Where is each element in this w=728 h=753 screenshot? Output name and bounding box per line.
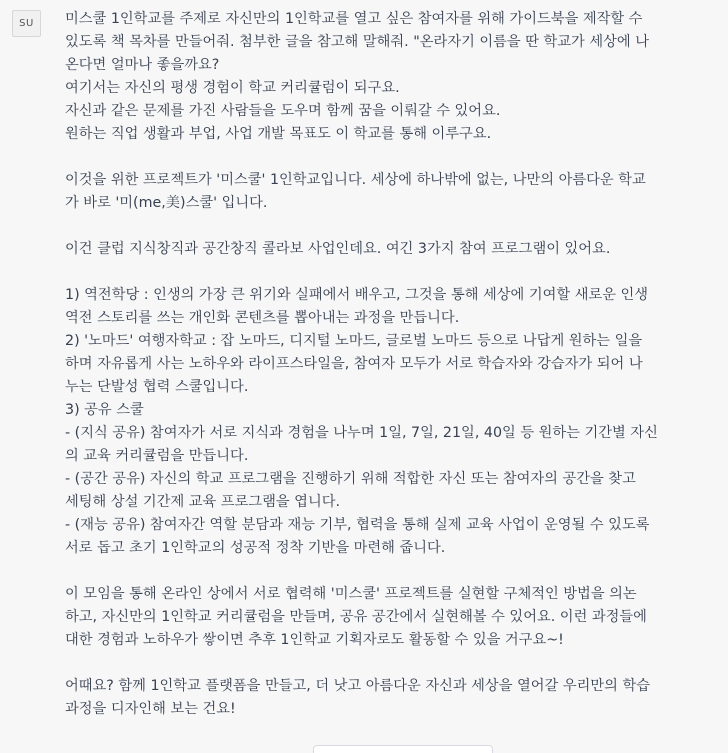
paragraph-gap (65, 652, 725, 675)
message-line: 자신과 같은 문제를 가진 사람들을 도우며 함께 꿈을 이뤄갈 수 있어요. (65, 103, 501, 119)
message-line: 여기서는 자신의 평생 경험이 학교 커리큘럼이 되구요. (65, 80, 400, 96)
message-line: 가 바로 '미(me,美)스쿨' 입니다. (65, 195, 268, 211)
message-line: 이것을 위한 프로젝트가 '미스쿨' 1인학교입니다. 세상에 하나밖에 없는, 나만의 아름다운 학교 (65, 172, 646, 188)
message-line: 대한 경험과 노하우가 쌓이면 추후 1인학교 기획자로도 활동할 수 있을 거구요~! (65, 632, 564, 648)
message-line: 이 모임을 통해 온라인 상에서 서로 협력해 '미스쿨' 프로젝트를 실현할 구체적인 방법을 의논 (65, 586, 637, 602)
message-line: 1) 역전학당 : 인생의 가장 큰 위기와 실패에서 배우고, 그것을 통해 세상에 기여할 새로운 인생 (65, 287, 649, 303)
paragraph-gap (65, 560, 725, 583)
message-line: 2) '노마드' 여행자학교 : 잡 노마드, 디지털 노마드, 글로벌 노마드 등으로 나답게 원하는 일을 (65, 333, 643, 349)
message-line: 있도록 책 목차를 만들어줘. 첨부한 글을 참고해 말해줘. "온라자기 이름을 딴 학교가 세상에 나 (65, 34, 649, 50)
paragraph-gap (65, 215, 725, 238)
message-line: - (지식 공유) 참여자가 서로 지식과 경험을 나누며 1일, 7일, 21일, 40일 등 원하는 기간별 자신 (65, 425, 658, 441)
message-line: 세팅해 상설 기간제 교육 프로그램을 엽니다. (65, 494, 341, 510)
message-line: 3) 공유 스쿨 (65, 402, 144, 418)
message-line: - (재능 공유) 참여자간 역할 분담과 재능 기부, 협력을 통해 실제 교육 사업이 운영될 수 있도록 (65, 517, 650, 533)
user-avatar (12, 10, 41, 37)
message-line: 하며 자유롭게 사는 노하우와 라이프스타일을, 참여자 모두가 서로 학습자와 강습자가 되어 나 (65, 356, 643, 372)
message-line: 미스쿨 1인학교를 주제로 자신만의 1인학교를 열고 싶은 참여자를 위해 가이드북을 제작할 수 (65, 11, 643, 27)
regenerate-button-edge[interactable] (313, 745, 493, 753)
message-line: 이건 클럽 지식창직과 공간창직 콜라보 사업인데요. 여긴 3가지 참여 프로그램이 있어요. (65, 241, 611, 257)
message-line: 역전 스토리를 쓰는 개인화 콘텐츠를 뽑아내는 과정을 만듭니다. (65, 310, 460, 326)
message-line: 의 교육 커리큘럼을 만듭니다. (65, 448, 249, 464)
message-line: 원하는 직업 생활과 부업, 사업 개발 목표도 이 학교를 통해 이루구요. (65, 126, 492, 142)
message-line: 과정을 디자인해 보는 건요! (65, 701, 236, 717)
message-line: 하고, 자신만의 1인학교 커리큘럼을 만들며, 공유 공간에서 실현해볼 수 있어요. 이런 과정들에 (65, 609, 647, 625)
message-line: 누는 단발성 협력 스쿨입니다. (65, 379, 249, 395)
user-message-text (65, 8, 725, 721)
paragraph-gap (65, 261, 725, 284)
paragraph-gap (65, 146, 725, 169)
message-line: 어때요? 함께 1인학교 플랫폼을 만들고, 더 낫고 아름다운 자신과 세상을 열어갈 우리만의 학습 (65, 678, 650, 694)
avatar-initials: SU (19, 18, 34, 29)
message-line: 서로 돕고 초기 1인학교의 성공적 정착 기반을 마련해 줍니다. (65, 540, 446, 556)
message-line: 온다면 얼마나 좋을까요? (65, 57, 220, 73)
message-line: - (공간 공유) 자신의 학교 프로그램을 진행하기 위해 적합한 자신 또는 참여자의 공간을 찾고 (65, 471, 636, 487)
